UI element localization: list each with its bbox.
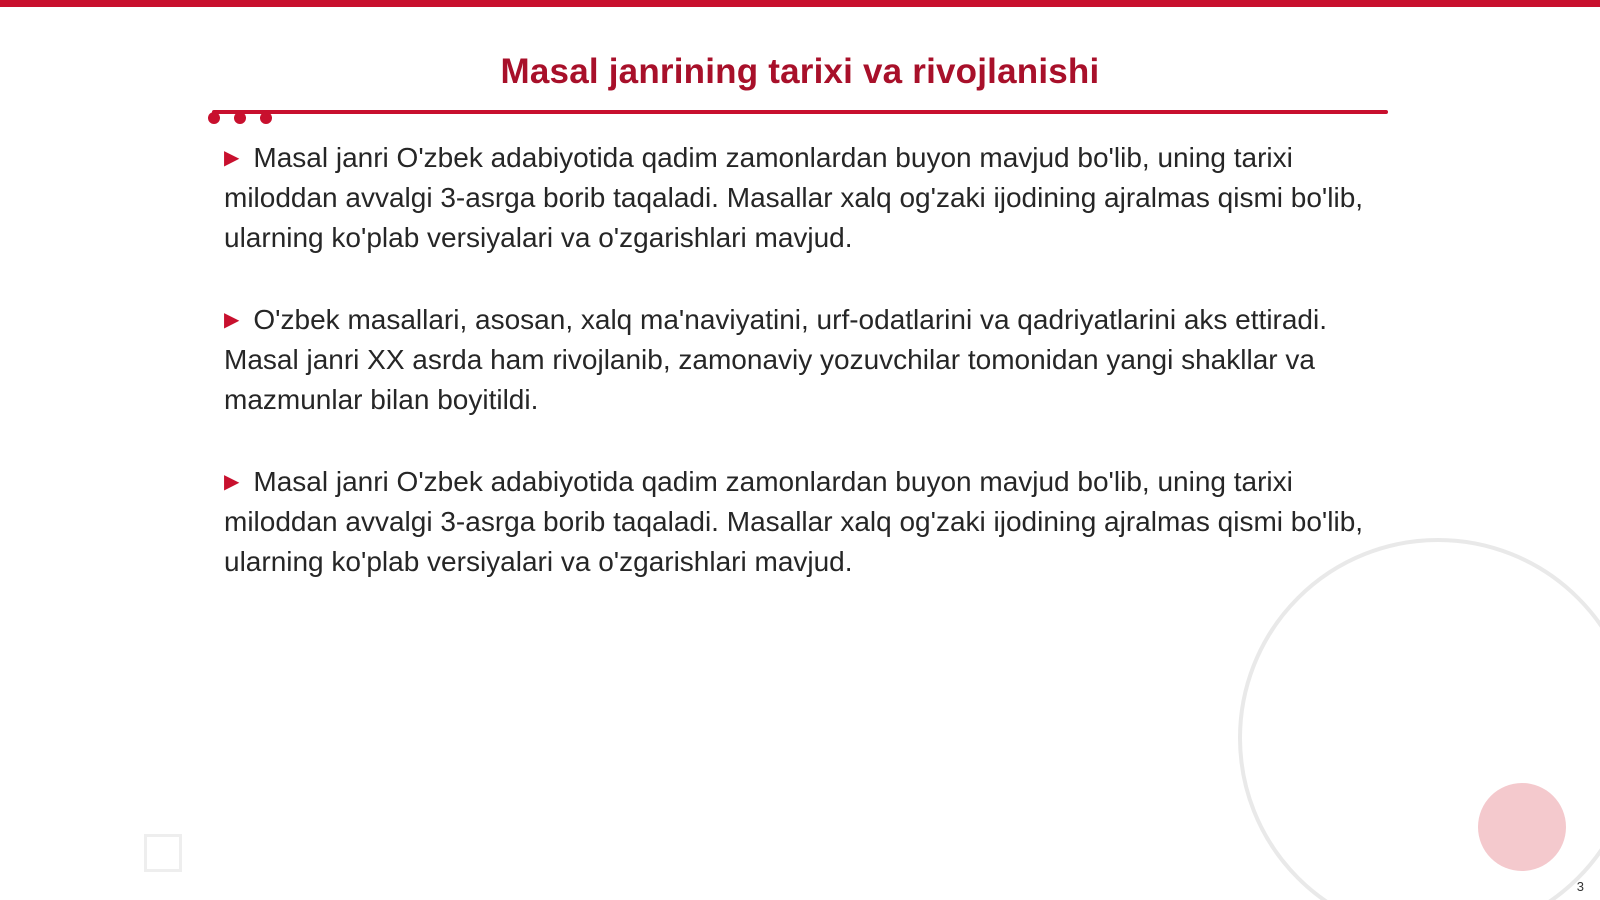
slide-title: Masal janrining tarixi va rivojlanishi [500,52,1100,91]
title-underline [212,110,1388,114]
triangle-right-icon: ▶ [224,471,240,493]
triangle-right-icon: ▶ [224,309,240,331]
underline-dot [208,112,220,124]
bullet-item [224,300,1384,420]
underline-dot [234,112,246,124]
bullet-item [224,462,1384,582]
bullet-item [224,138,1384,258]
bullet-list [224,138,1384,624]
bullet-text: Masal janri O'zbek adabiyotida qadim zamonlardan buyon mavjud bo'lib, uning tarixi miloddan avvalgi 3-asrga borib taqaladi. Masallar xalq og'zaki ijodining ajralmas qismi bo'lib, ularning ko'plab versiyalari va o'zgarishlari mavjud. [224,142,1364,253]
top-accent-bar [0,0,1600,7]
bullet-text: O'zbek masallari, asosan, xalq ma'naviyatini, urf-odatlarini va qadriyatlarini aks ettiradi. Masal janri XX asrda ham rivojlanib, zamonaviy yozuvchilar tomonidan yangi shakllar va mazmunlar bilan boyitildi. [224,304,1328,415]
decorative-pink-dot [1478,783,1566,871]
underline-dot [260,112,272,124]
bullet-text: Masal janri O'zbek adabiyotida qadim zamonlardan buyon mavjud bo'lib, uning tarixi miloddan avvalgi 3-asrga borib taqaladi. Masallar xalq og'zaki ijodining ajralmas qismi bo'lib, ularning ko'plab versiyalari va o'zgarishlari mavjud. [224,466,1364,577]
decorative-square-outline [144,834,182,872]
page-number: 3 [1576,879,1584,894]
triangle-right-icon: ▶ [224,147,240,169]
